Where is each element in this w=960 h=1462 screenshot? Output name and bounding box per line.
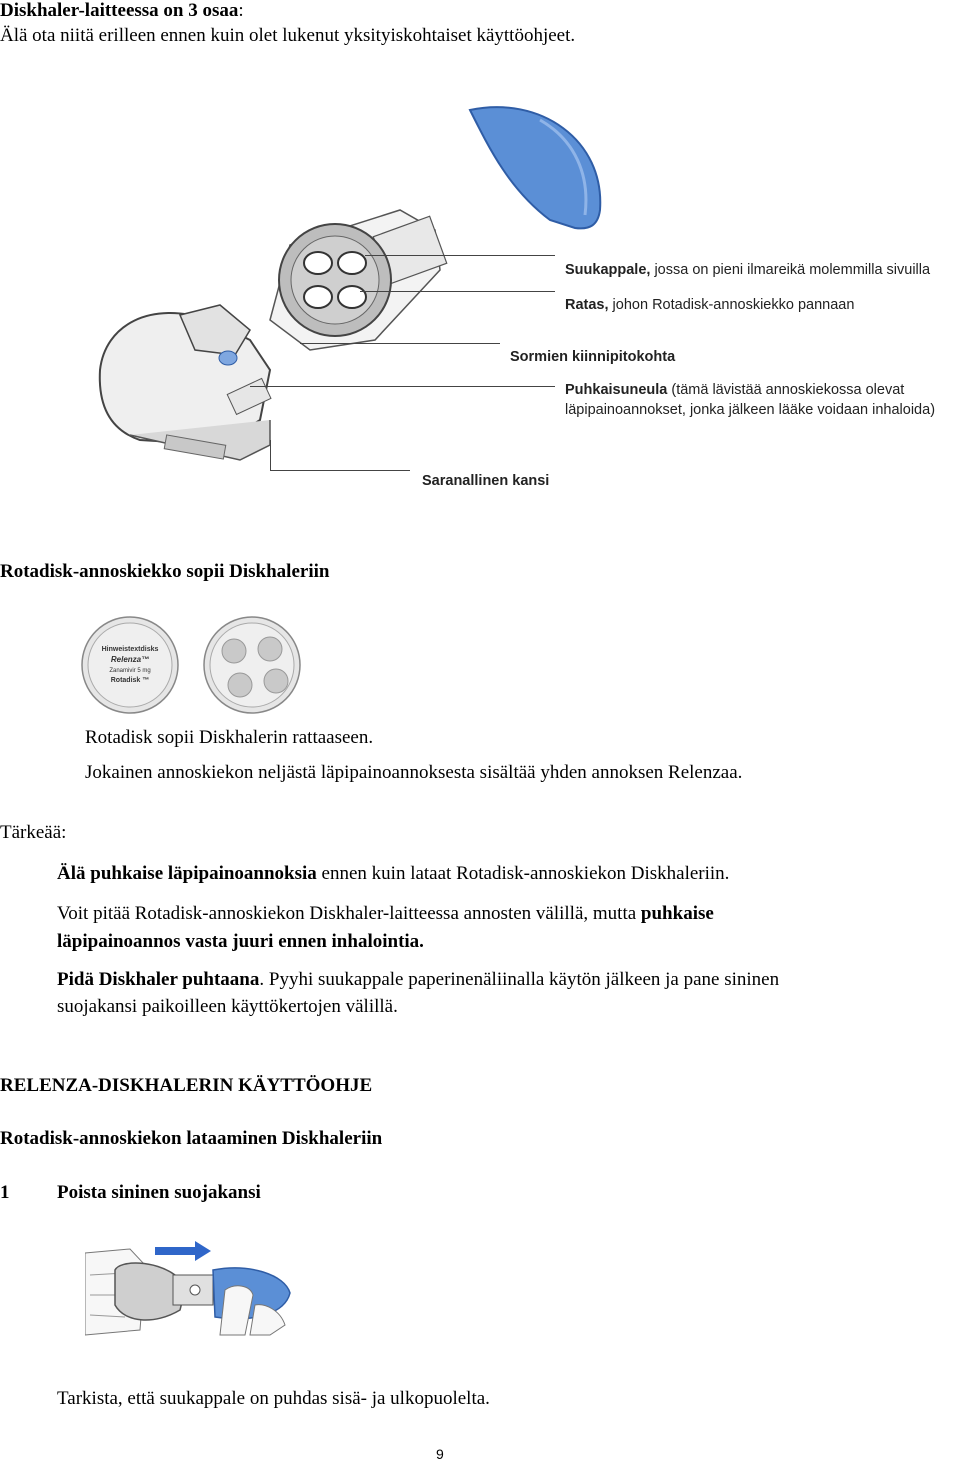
intro-title-colon: : <box>238 0 244 21</box>
label-lid-bold: Saranallinen kansi <box>422 473 550 489</box>
important-p3-bold: Pidä Diskhaler puhtaana <box>57 969 260 990</box>
disk-label-line4: Rotadisk ™ <box>110 677 150 684</box>
important-p2 <box>57 903 714 925</box>
important-p1 <box>57 863 729 885</box>
important-p2-bold2: läpipainoannos vasta juuri ennen inhalointia. <box>57 931 424 952</box>
label-needle-bold: Puhkaisuneula <box>565 382 668 398</box>
step1-illustration <box>85 1235 295 1340</box>
label-mouthpiece <box>565 262 930 278</box>
disk-label-line1: Hinweistextdisks <box>101 646 159 653</box>
rotadisk-heading <box>0 561 329 583</box>
label-wheel <box>565 297 854 313</box>
instructions-subtitle-bold: Rotadisk-annoskiekon lataaminen Diskhaleriin <box>0 1128 383 1149</box>
instructions-subtitle <box>0 1128 382 1150</box>
label-grip <box>510 349 675 365</box>
label-wheel-text: johon Rotadisk-annoskiekko pannaan <box>608 297 855 313</box>
instructions-title <box>0 1075 372 1097</box>
rotadisk-caption-1: Rotadisk sopii Diskhalerin rattaaseen. <box>85 727 374 748</box>
important-heading: Tärkeää: <box>0 822 67 843</box>
important-p2-bold1: puhkaise <box>640 903 714 924</box>
step-number-bold: 1 <box>0 1182 10 1203</box>
intro-title <box>0 0 244 22</box>
rotadisk-caption-2: Jokainen annoskiekon neljästä läpipainoannoksesta sisältää yhden annoksen Relenzaa. <box>85 762 743 783</box>
rotadisk-heading-bold: Rotadisk-annoskiekko sopii Diskhaleriin <box>0 561 330 582</box>
disk-label-line2: Relenza™ <box>110 655 150 664</box>
label-needle-text: (tämä lävistää annoskiekossa olevat <box>667 382 905 398</box>
important-p2-line2 <box>57 931 424 953</box>
important-p1-text: ennen kuin lataat Rotadisk-annoskiekon Diskhaleriin. <box>316 863 730 884</box>
label-grip-bold: Sormien kiinnipitokohta <box>510 349 676 365</box>
important-p3-line2: suojakansi paikoilleen käyttökertojen välillä. <box>57 996 398 1017</box>
step-note: Tarkista, että suukappale on puhdas sisä- ja ulkopuolelta. <box>57 1388 490 1409</box>
step-number <box>0 1182 10 1204</box>
important-p2-text: Voit pitää Rotadisk-annoskiekon Diskhaler-laitteessa annosten välillä, mutta <box>57 903 641 924</box>
step-title-bold: Poista sininen suojakansi <box>57 1182 261 1203</box>
label-wheel-bold: Ratas, <box>565 297 609 313</box>
label-lid <box>422 473 549 489</box>
instructions-title-bold: RELENZA-DISKHALERIN KÄYTTÖOHJE <box>0 1075 373 1096</box>
step-title <box>57 1182 261 1204</box>
important-p3 <box>57 969 779 991</box>
intro-text: Älä ota niitä erilleen ennen kuin olet lukenut yksityiskohtaiset käyttöohjeet. <box>0 25 576 46</box>
page-number: 9 <box>436 1446 444 1462</box>
important-p3-text: . Pyyhi suukappale paperinenäliinalla käytön jälkeen ja pane sininen <box>259 969 780 990</box>
intro-title-bold: Diskhaler-laitteessa on 3 osaa <box>0 0 239 21</box>
label-needle-line2: läpipainoannokset, jonka jälkeen lääke voidaan inhaloida) <box>565 402 936 418</box>
important-p1-bold: Älä puhkaise läpipainoannoksia <box>57 863 317 884</box>
disk-label-line3: Zanamivir 5 mg <box>109 668 151 674</box>
label-mouthpiece-bold: Suukappale, <box>565 262 651 278</box>
label-needle <box>565 382 904 398</box>
rotadisk-images <box>80 615 320 715</box>
label-mouthpiece-text: jossa on pieni ilmareikä molemmilla sivuilla <box>650 262 931 278</box>
